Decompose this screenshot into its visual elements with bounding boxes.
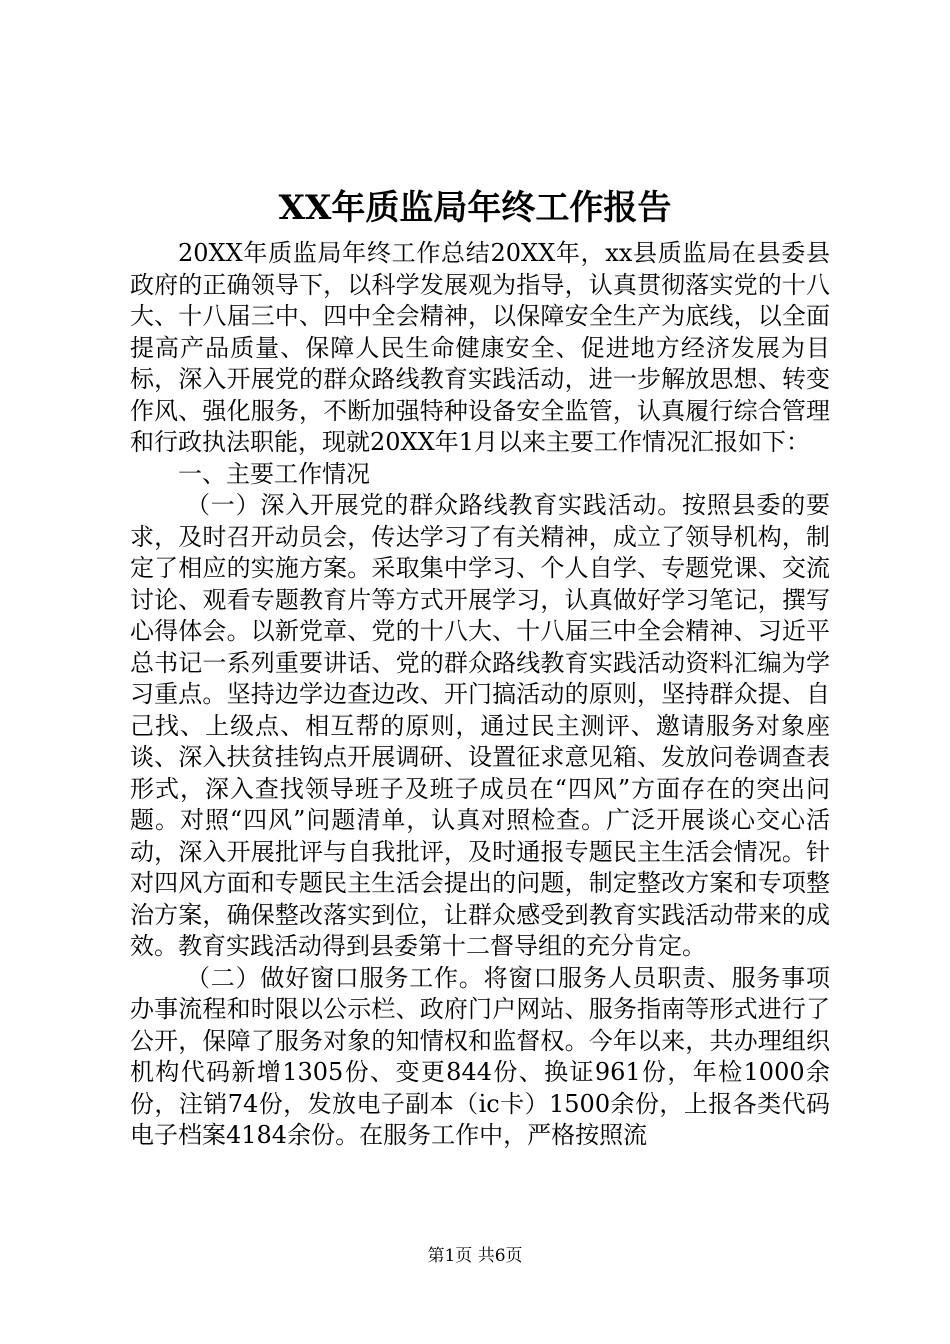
document-title: XX年质监局年终工作报告	[278, 188, 672, 228]
page-number-footer: 第1页 共6页	[427, 1246, 523, 1266]
subsection-paragraph-2: （二）做好窗口服务工作。将窗口服务人员职责、服务事项办事流程和时限以公示栏、政府门户网站、服务指南等形式进行了公开，保障了服务对象的知情权和监督权。今年以来，共办理组织机构代码新增1305份、变更844份、换证961份，年检1000余份，注销74份，发放电子副本（ic卡）1500余份，上报各类代码电子档案4184余份。在服务工作中，严格按照流	[130, 963, 830, 1149]
document-body	[130, 238, 830, 1152]
section-heading: 一、主要工作情况	[178, 459, 370, 488]
subsection-paragraph-1: （一）深入开展党的群众路线教育实践活动。按照县委的要求，及时召开动员会，传达学习了有关精神，成立了领导机构，制定了相应的实施方案。采取集中学习、个人自学、专题党课、交流讨论、观看专题教育片等方式开展学习，认真做好学习笔记，撰写心得体会。以新党章、党的十八大、十八届三中全会精神、习近平总书记一系列重要讲话、党的群众路线教育实践活动资料汇编为学习重点。坚持边学边查边改、开门搞活动的原则，坚持群众提、自己找、上级点、相互帮的原则，通过民主测评、邀请服务对象座谈、深入扶贫挂钩点开展调研、设置征求意见箱、发放问卷调查表形式，深入查找领导班子及班子成员在“四风”方面存在的突出问题。对照“四风”问题清单，认真对照检查。广泛开展谈心交心活动，深入开展批评与自我批评，及时通报专题民主生活会情况。针对四风方面和专题民主生活会提出的问题，制定整改方案和专项整治方案，确保整改落实到位，让群众感受到教育实践活动带来的成效。教育实践活动得到县委第十二督导组的充分肯定。	[130, 491, 830, 960]
intro-paragraph: 20XX年质监局年终工作总结20XX年，xx县质监局在县委县政府的正确领导下，以科学发展观为指导，认真贯彻落实党的十八大、十八届三中、四中全会精神，以保障安全生产为底线，以全面提高产品质量、保障人民生命健康安全、促进地方经济发展为目标，深入开展党的群众路线教育实践活动，进一步解放思想、转变作风、强化服务，不断加强特种设备安全监管，认真履行综合管理和行政执法职能，现就20XX年1月以来主要工作情况汇报如下：	[130, 239, 830, 456]
